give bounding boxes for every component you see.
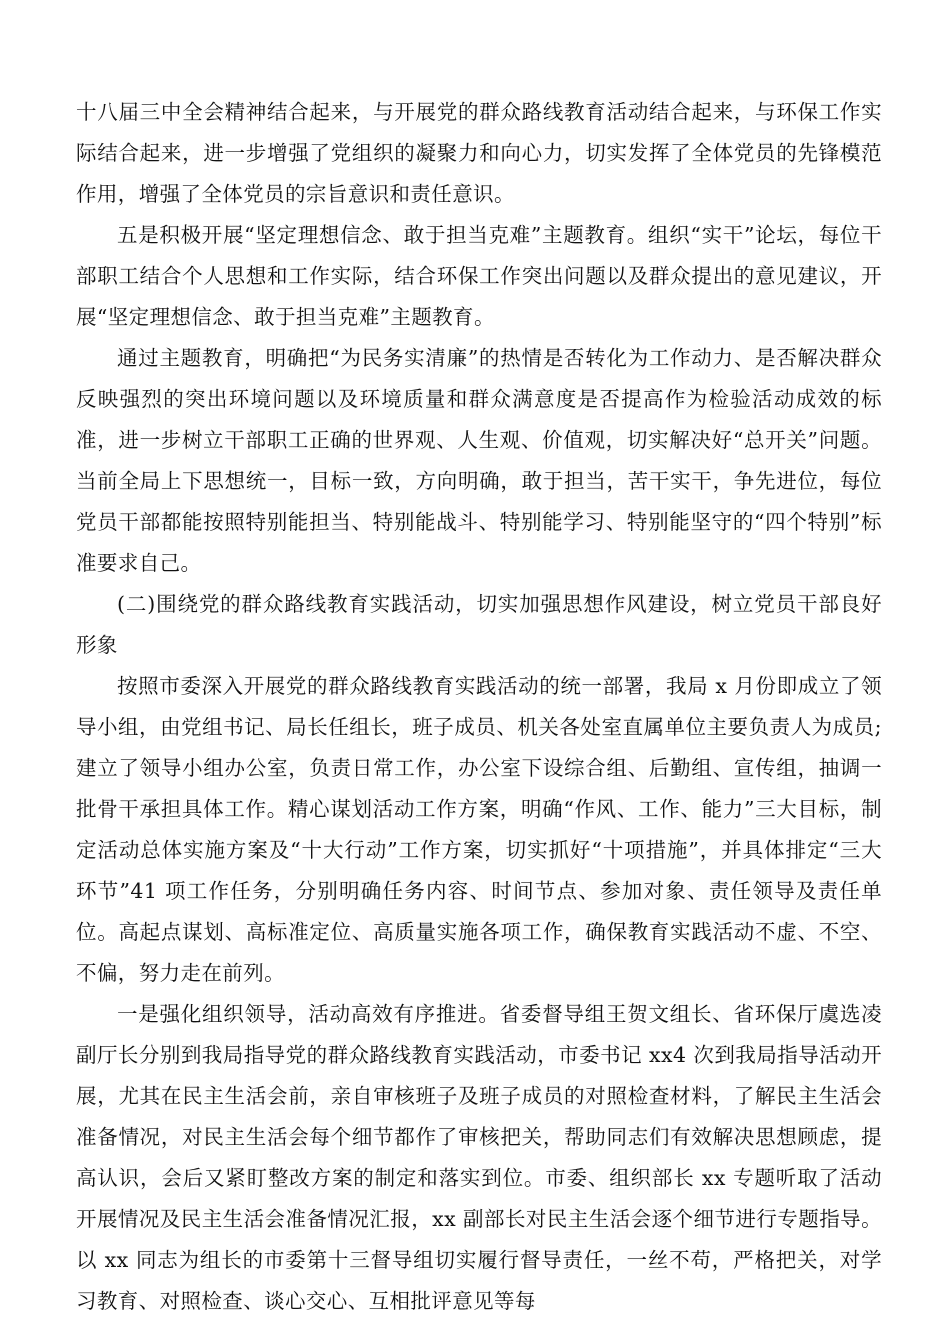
paragraph-education-outcome: 通过主题教育，明确把“为民务实清廉”的热情是否转化为工作动力、是否解决群众反映强烈的突出环境问题以及环境质量和群众满意度是否提高作为检验活动成效的标准，进一步树立干部职工正确的世界观、人生观、价值观，切实解决好“总开关”问题。当前全局上下思想统一，目标一致，方向明确，敢于担当，苦干实干，争先进位，每位党员干部都能按照特别能担当、特别能战斗、特别能学习、特别能坚守的“四个特别”标准要求自己。 [76, 346, 882, 575]
document-body [76, 92, 882, 1322]
paragraph-theme-education: 五是积极开展“坚定理想信念、敢于担当克难”主题教育。组织“实干”论坛，每位干部职工结合个人思想和工作实际，结合环保工作突出问题以及群众提出的意见建议，开展“坚定理想信念、敢于担当克难”主题教育。 [76, 223, 882, 329]
section-heading-2: (二)围绕党的群众路线教育实践活动，切实加强思想作风建设，树立党员干部良好形象 [76, 592, 882, 657]
paragraph-deployment: 按照市委深入开展党的群众路线教育实践活动的统一部署，我局 x 月份即成立了领导小组，由党组书记、局长任组长，班子成员、机关各处室直属单位主要负责人为成员;建立了领导小组办公室，负责日常工作，办公室下设综合组、后勤组、宣传组，抽调一批骨干承担具体工作。精心谋划活动工作方案，明确“作风、工作、能力”三大目标，制定活动总体实施方案及“十大行动”工作方案，切实抓好“十项措施”，并具体排定“三大环节”41 项工作任务，分别明确任务内容、时间节点、参加对象、责任领导及责任单位。高起点谋划、高标准定位、高质量实施各项工作，确保教育实践活动不虚、不空、不偏，努力走在前列。 [76, 674, 882, 985]
paragraph-leadership: 一是强化组织领导，活动高效有序推进。省委督导组王贺文组长、省环保厅虞选凌副厅长分别到我局指导党的群众路线教育实践活动，市委书记 xx4 次到我局指导活动开展，尤其在民主生活会前，亲自审核班子及班子成员的对照检查材料，了解民主生活会准备情况，对民主生活会每个细节都作了审核把关，帮助同志们有效解决思想顾虑，提高认识，会后又紧盯整改方案的制定和落实到位。市委、组织部长 xx 专题听取了活动开展情况及民主生活会准备情况汇报，xx 副部长对民主生活会逐个细节进行专题指导。以 xx 同志为组长的市委第十三督导组切实履行督导责任，一丝不苟，严格把关，对学习教育、对照检查、谈心交心、互相批评意见等每 [76, 1002, 882, 1313]
paragraph-continuation: 十八届三中全会精神结合起来，与开展党的群众路线教育活动结合起来，与环保工作实际结合起来，进一步增强了党组织的凝聚力和向心力，切实发挥了全体党员的先锋模范作用，增强了全体党员的宗旨意识和责任意识。 [76, 100, 882, 206]
